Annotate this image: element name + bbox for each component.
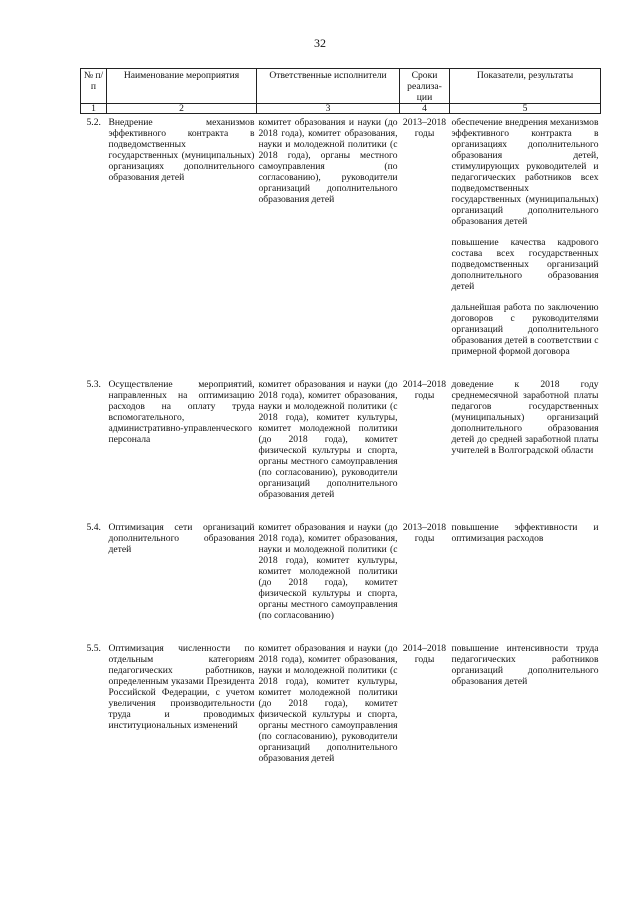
header-results: Показатели, результаты <box>450 69 601 104</box>
result-item: обеспечение внедрения механизмов эффективного контракта в организациях дополнительного образования детей, стимулирующих руководителей и педагогических работников всех подведомственных государственных (муниципальных) организаций дополнительного образования детей <box>451 117 599 227</box>
executors: комитет образования и науки (до 2018 года), комитет образования, науки и молодежной политики (с 2018 года), комитет культуры, комитет молодежной политики (до 2018 года), комитет физической культуры и спорта, органы местного самоуправления (по согласованию), руководители организаций дополнительного образования детей <box>258 379 398 500</box>
column-number: 4 <box>400 104 450 114</box>
measure-name: Оптимизация сети организаций дополнительного образования детей <box>108 522 255 555</box>
row-number: 5.5. <box>86 643 101 654</box>
result-item: повышение эффективности и оптимизация расходов <box>451 522 599 544</box>
result-item: доведение к 2018 году среднемесячной заработной платы педагогов государственных (муниципальных) организаций дополнительного образования детей до средней заработной платы учителей в Волгоградской области <box>451 379 599 456</box>
result-item: дальнейшая работа по заключению договоров с руководителями организаций дополнительного образования детей в соответствии с примерной формой договора <box>451 302 599 357</box>
term: 2014–2018 годы <box>402 379 447 401</box>
column-number: 5 <box>450 104 601 114</box>
term: 2013–2018 годы <box>402 522 447 544</box>
measure-name: Внедрение механизмов эффективного контракта в подведомственных государственных (муниципальных) организациях дополнительного образования детей <box>108 117 255 183</box>
header-name: Наименование мероприятия <box>107 69 257 104</box>
results-cell <box>450 376 601 500</box>
column-number-row <box>81 104 601 114</box>
result-item: повышение интенсивности труда педагогических работников организаций дополнительного образования детей <box>451 643 599 687</box>
table-row <box>81 640 601 764</box>
measures-table <box>80 68 601 764</box>
header-executors: Ответственные исполнители <box>257 69 400 104</box>
column-number: 1 <box>81 104 107 114</box>
table-row <box>81 519 601 621</box>
results-cell <box>450 640 601 764</box>
executors: комитет образования и науки (до 2018 года), комитет образования, науки и молодежной политики (с 2018 года), органы местного самоуправления (по согласованию), руководители организаций дополнительного образования детей <box>258 117 398 205</box>
table-row <box>81 376 601 500</box>
header-term: Сроки реализа- ции <box>400 69 450 104</box>
results-cell <box>450 519 601 621</box>
executors: комитет образования и науки (до 2018 года), комитет образования, науки и молодежной политики (с 2018 года), комитет культуры, комитет молодежной политики (до 2018 года), комитет физической культуры и спорта, органы местного самоуправления (по согласованию), руководители организаций дополнительного образования детей <box>258 643 398 764</box>
term: 2014–2018 годы <box>402 643 447 665</box>
row-number: 5.4. <box>86 522 101 533</box>
measure-name: Осуществление мероприятий, направленных на оптимизацию расходов на оплату труда вспомогательного, административно-управленческого персонала <box>108 379 255 445</box>
table-header-row <box>81 69 601 104</box>
column-number: 2 <box>107 104 257 114</box>
header-number: № п/п <box>81 69 107 104</box>
result-item: повышение качества кадрового состава всех государственных подведомственных организаций дополнительного образования детей <box>451 237 599 292</box>
table-row <box>81 114 601 358</box>
results-cell <box>450 114 601 358</box>
row-number: 5.2. <box>86 117 101 128</box>
row-number: 5.3. <box>86 379 101 390</box>
page-number: 32 <box>314 36 326 50</box>
measure-name: Оптимизация численности по отдельным категориям педагогических работников, определенным указами Президента Российской Федерации, с учетом увеличения производительности труда и проводимых институциональных изменений <box>108 643 255 731</box>
term: 2013–2018 годы <box>402 117 447 139</box>
column-number: 3 <box>257 104 400 114</box>
executors: комитет образования и науки (до 2018 года), комитет образования, науки и молодежной политики (с 2018 года), комитет культуры, комитет молодежной политики (до 2018 года), комитет физической культуры и спорта, органы местного самоуправления (по согласованию) <box>258 522 398 621</box>
